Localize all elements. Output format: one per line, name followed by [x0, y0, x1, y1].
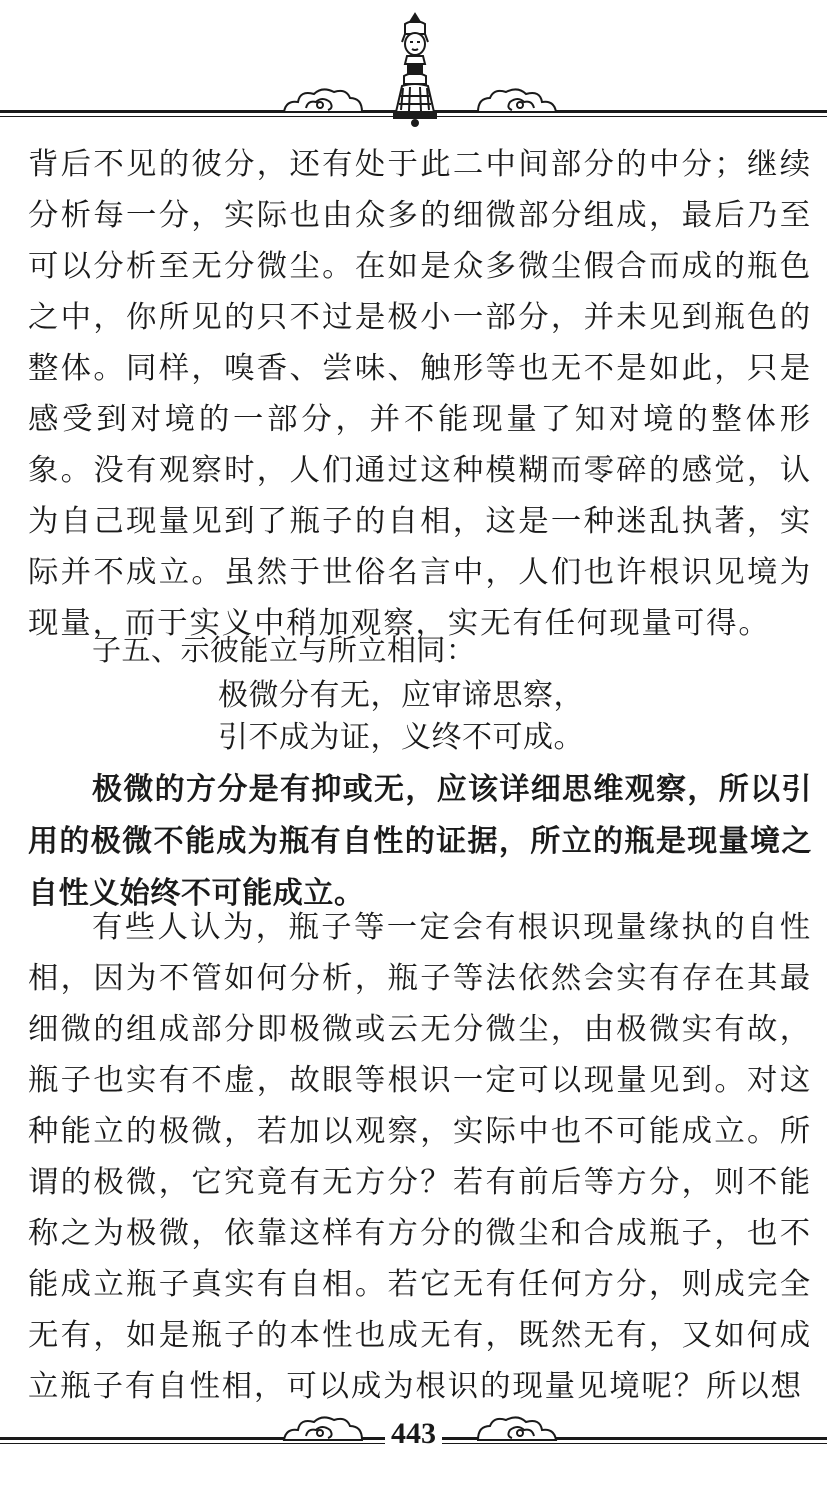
page-number-text: 443 [385, 1417, 442, 1450]
section-heading: 子五、示彼能立与所立相同： [92, 633, 476, 667]
body-paragraph: 有些人认为，瓶子等一定会有根识现量缘执的自性相，因为不管如何分析，瓶子等法依然会实有存在其最细微的组成部分即极微或云无分微尘，由极微实有故，瓶子也实有不虚，故眼等根识一定可以现量见到。对这种能立的极微，若加以观察，实际中也不可能成立。所谓的极微，它究竟有无方分？若有前后等方分，则不能称之为极微，依靠这样有方分的微尘和合成瓶子，也不能成立瓶子真实有自相。若它无有任何方分，则成完全无有，如是瓶子的本性也成无有，既然无有，又如何成立瓶子有自性相，可以成为根识的现量见境呢？所以想 [28, 910, 812, 1404]
auspicious-cloud-icon [476, 86, 558, 114]
auspicious-cloud-icon [282, 86, 364, 114]
commentary-paragraph: 极微的方分是有抑或无，应该详细思维观察，所以引用的极微不能成为瓶有自性的证据，所立的瓶是现量境之自性义始终不可能成立。 [28, 772, 812, 911]
body-paragraph: 背后不见的彼分，还有处于此二中间部分的中分；继续分析每一分，实际也由众多的细微部分组成，最后乃至可以分析至无分微尘。在如是众多微尘假合而成的瓶色之中，你所见的只不过是极小一部分，并未见到瓶色的整体。同样，嗅香、尝味、触形等也无不是如此，只是感受到对境的一部分，并不能现量了知对境的整体形象。没有观察时，人们通过这种模糊而零碎的感觉，认为自己现量见到了瓶子的自相，这是一种迷乱执著，实际并不成立。虽然于世俗名言中，人们也许根识见境为现量，而于实义中稍加观察，实无有任何现量可得。 [28, 147, 812, 641]
verse-line: 引不成为证，义终不可成。 [218, 720, 584, 755]
deity-bell-icon [388, 12, 442, 128]
page-number [0, 1414, 827, 1454]
verse-line: 极微分有无，应审谛思察， [218, 678, 584, 713]
